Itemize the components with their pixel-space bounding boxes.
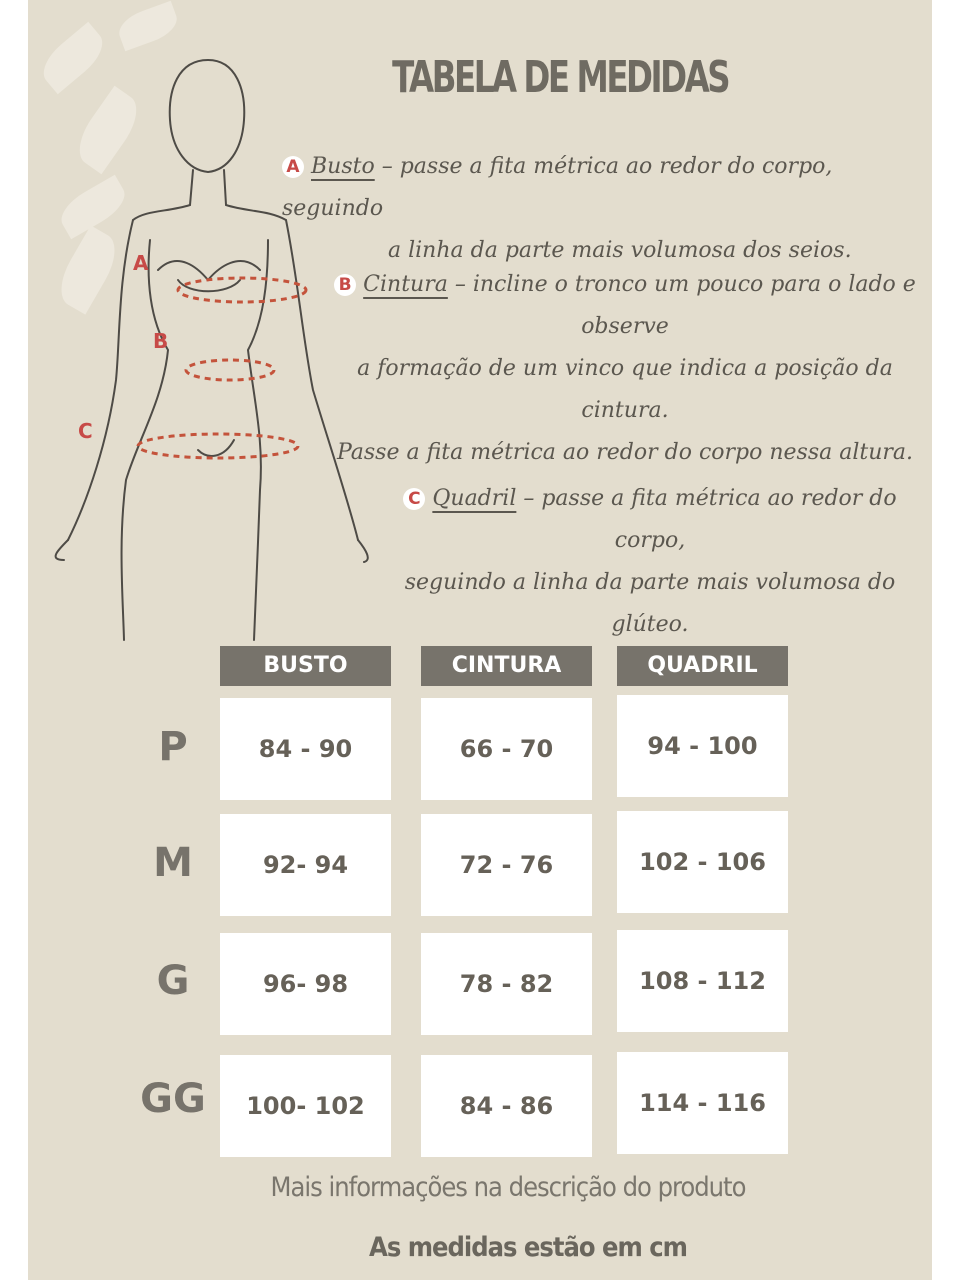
size-label-p: P [158,724,188,770]
instruction-quadril [370,478,930,646]
instruction-text: glúteo. [611,612,689,637]
table-cell: 108 - 112 [617,930,788,1032]
instruction-text: a formação de um vinco que indica a posição da cintura. [357,356,893,423]
table-cell: 102 - 106 [617,811,788,913]
page-title: TABELA DE MEDIDAS [392,52,729,103]
marker-b-label: B [153,329,169,353]
table-cell: 84 - 90 [220,698,391,800]
size-label-gg: GG [140,1076,206,1122]
term-cintura: Cintura [363,272,448,297]
footer-info: Mais informações na descrição do produto [270,1172,746,1203]
table-cell: 84 - 86 [421,1055,592,1157]
table-cell: 66 - 70 [421,698,592,800]
table-cell: 114 - 116 [617,1052,788,1154]
instruction-text: – passe a fita métrica ao redor do corpo, seguindo [282,154,833,221]
instruction-busto [282,146,922,272]
table-cell: 94 - 100 [617,695,788,797]
column-header-cintura: CINTURA [421,646,592,686]
column-header-quadril: QUADRIL [617,646,788,686]
instruction-text: – passe a fita métrica ao redor do corpo, [516,486,897,553]
size-label-g: G [156,958,190,1004]
instruction-text: seguindo a linha da parte mais volumosa do [404,570,896,595]
instruction-text: Passe a fita métrica ao redor do corpo nessa altura. [336,440,914,465]
footer-units: As medidas estão em cm [369,1232,687,1263]
term-busto: Busto [311,154,375,179]
term-quadril: Quadril [432,486,517,511]
column-header-busto: BUSTO [220,646,391,686]
marker-c-label: C [78,419,93,443]
badge-b: B [334,274,356,296]
table-cell: 92- 94 [220,814,391,916]
instruction-cintura [320,264,930,474]
badge-c: C [403,488,425,510]
instruction-text: observe [581,314,669,339]
size-label-m: M [153,840,193,886]
size-chart-card [28,0,932,1280]
badge-a: A [282,156,304,178]
table-cell: 78 - 82 [421,933,592,1035]
instruction-text: – incline o tronco um pouco para o lado e [447,272,916,297]
table-cell: 100- 102 [220,1055,391,1157]
marker-a-label: A [133,251,149,275]
table-cell: 72 - 76 [421,814,592,916]
instruction-text: a linha da parte mais volumosa dos seios. [388,238,852,263]
table-cell: 96- 98 [220,933,391,1035]
